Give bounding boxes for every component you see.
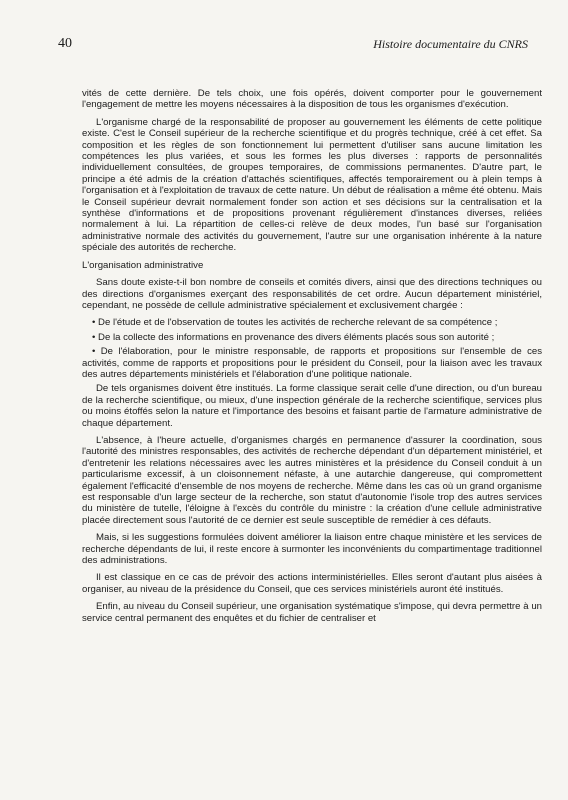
paragraph: L'absence, à l'heure actuelle, d'organismes chargés en permanence d'assurer la coordination, sous l'autorité des ministres responsables, des activités de recherche dépendant d'un département ministériel, et d'entretenir les relations nécessaires avec les autres ministères et la présidence du Conseil conduit à un particularisme excessif, à un cloisonnement néfaste, à une autarchie dangereuse, qui compromettent également l'efficacité d'ensemble de nos moyens de recherche. Même dans les cas où un grand organisme est responsable d'un large secteur de la recherche, son statut d'autonomie l'isole trop des autres services du ministère de tutelle, l'éloigne à l'excès du contrôle du ministre : la création d'une cellule administrative placée directement sous l'autorité de ce dernier est seule susceptible de remédier à ces défauts. xyxy=(82,434,542,526)
paragraph: Enfin, au niveau du Conseil supérieur, une organisation systématique s'impose, qui devra permettre à un service central permanent des enquêtes et du fichier de centraliser et xyxy=(82,601,542,624)
paragraph: vités de cette dernière. De tels choix, une fois opérés, doivent comporter pour le gouvernement l'engagement de mettre les moyens nécessaires à la disposition de tous les organismes d'exécution. xyxy=(82,88,542,111)
paragraph: Sans doute existe-t-il bon nombre de conseils et comités divers, ainsi que des directions techniques ou des directions d'organismes exerçant des responsabilités de cet ordre. Aucun département ministériel, cependant, ne possède de cellule administrative spécialement et exclusivement chargée : xyxy=(82,277,542,311)
paragraph: Il est classique en ce cas de prévoir des actions interministérielles. Elles seront d'autant plus aisées à organiser, au niveau de la présidence du Conseil, que ces services ministériels auront été institués. xyxy=(82,572,542,595)
bullet-item: • De la collecte des informations en provenance des divers éléments placés sous son autorité ; xyxy=(92,331,495,343)
paragraph: Mais, si les suggestions formulées doivent améliorer la liaison entre chaque ministère et les services de recherche dépendants de lui, il reste encore à surmonter les inconvénients du compartimentage traditionnel des administrations. xyxy=(82,532,542,567)
bullet-item: • De l'étude et de l'observation de toutes les activités de recherche relevant de sa compétence ; xyxy=(92,317,498,329)
running-title: Histoire documentaire du CNRS xyxy=(373,37,528,51)
page-header xyxy=(58,36,528,54)
page-number: 40 xyxy=(58,36,72,51)
paragraph: L'organisme chargé de la responsabilité de proposer au gouvernement les éléments de cette politique existe. C'est le Conseil supérieur de la recherche scientifique et du progrès technique, créé à cet effet. Sa composition et les règles de son fonctionnement lui permettent d'utiliser sans aucune limitation les compétences les plus variées, et sous les formes les plus diverses : rapports de personnalités individuellement consultées, de groupes temporaires, de commissions permanentes. D'autre part, le principe a été admis de la création d'attachés scientifiques, affectés temporairement ou à plein temps à l'organisation et à l'exploitation de travaux de cette nature. Un début de réalisation a même été obtenu. Mais le Conseil supérieur devrait normalement fonder son action et ses décisions sur la centralisation et la synthèse d'informations et de propositions provenant régulièrement d'instances diverses, reliées normalement à lui. La répartition de celles-ci relève de deux modes, l'un basé sur l'organisation administrative normale des activités du gouvernement, l'autre sur une organisation inhérente à la nature spéciale des autorités de recherche. xyxy=(82,116,542,254)
paragraph: De tels organismes doivent être institués. La forme classique serait celle d'une direction, ou d'un bureau de la recherche scientifique, ou mieux, d'une inspection générale de la recherche scientifique, services plus ou moins étoffés selon la nature et l'importance des besoins et faisant partie de l'armature administrative de chaque département. xyxy=(82,383,542,429)
body-text xyxy=(82,88,542,630)
section-title: L'organisation administrative xyxy=(82,259,204,271)
bullet-item: • De l'élaboration, pour le ministre responsable, de rapports et propositions sur l'ensemble de ces activités, comme de rapports et propositions pour le président du Conseil, pour la liaison avec les travaux des autres départements ministériels et l'élaboration d'une politique nationale. xyxy=(82,346,542,380)
